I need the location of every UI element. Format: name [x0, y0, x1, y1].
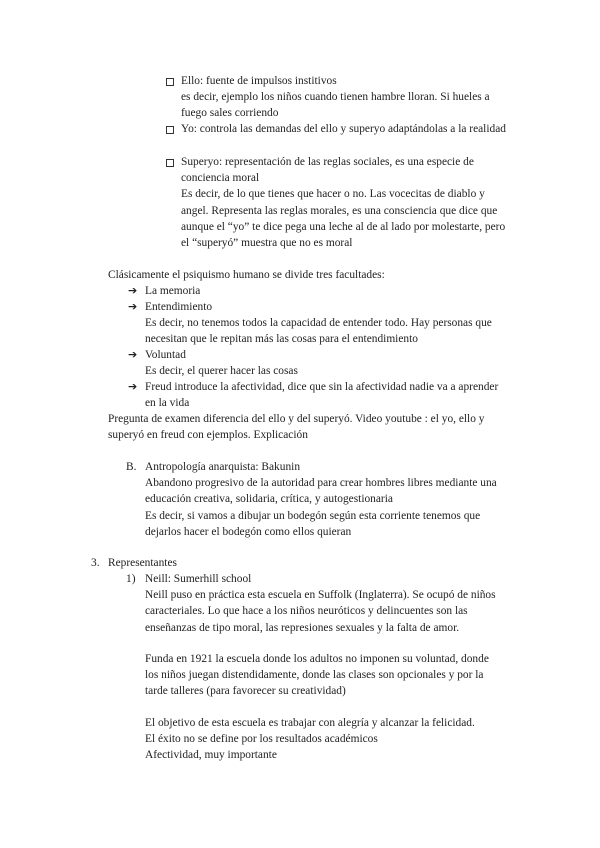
checkbox-icon	[166, 159, 174, 167]
text-line: Afectividad, muy importante	[145, 749, 277, 762]
text-line: superyó en freud con ejemplos. Explicación	[108, 429, 308, 442]
checkbox-icon	[166, 78, 174, 86]
text-line: Neill puso en práctica esta escuela en Suffolk (Inglaterra). Se ocupó de niños	[145, 589, 496, 602]
text-line: en la vida	[145, 397, 190, 410]
arrow-right-icon: ➔	[128, 300, 138, 313]
text-line: Es decir, no tenemos todos la capacidad de entender todo. Hay personas que	[145, 317, 492, 330]
section-b-marker: B.	[126, 461, 137, 473]
text-line: los niños juegan distendidamente, donde las clases son opcionales y por la	[145, 669, 484, 682]
text-line: El éxito no se define por los resultados académicos	[145, 733, 378, 746]
text-line: enseñanzas de tipo moral, las represiones sexuales y la falta de amor.	[145, 621, 460, 634]
list-item-ello	[181, 73, 490, 122]
text-line: Es decir, de lo que tienes que hacer o no. Las vocecitas de diablo y	[181, 188, 485, 201]
arrow-right-icon: ➔	[128, 284, 138, 297]
paragraph-funda	[145, 651, 489, 700]
text-line: Funda en 1921 la escuela donde los adultos no imponen su voluntad, donde	[145, 653, 489, 665]
paragraph-objetivo	[145, 715, 475, 764]
list-item-superyo	[181, 154, 505, 251]
section-b-title: Antropología anarquista: Bakunin	[145, 461, 301, 473]
faculty-voluntad	[145, 347, 298, 379]
text-line: Es decir, si vamos a dibujar un bodegón según esta corriente tenemos que	[145, 509, 481, 522]
text-line: necesitan que le repitan más las cosas para el entendimiento	[145, 333, 418, 346]
arrow-right-icon: ➔	[128, 348, 138, 361]
text-line: tarde talleres (para favorecer su creatividad)	[145, 685, 346, 698]
text-line: fuego sales corriendo	[181, 107, 279, 120]
text-line: es decir, ejemplo los niños cuando tienen hambre lloran. Si hueles a	[181, 91, 490, 104]
text-line: Yo: controla las demandas del ello y superyo adaptándolas a la realidad	[181, 123, 506, 135]
text-line: educación creativa, solidaria, crítica, y autogestionaria	[145, 493, 393, 506]
text-line: Abandono progresivo de la autoridad para crear hombres libres mediante una	[145, 477, 497, 490]
list-item-yo	[181, 121, 506, 137]
arrow-right-icon: ➔	[128, 380, 138, 393]
text-line: el “superyó” muestra que no es moral	[181, 237, 353, 250]
subsection-title: Neill: Sumerhill school	[145, 573, 252, 585]
text-line: Entendimiento	[145, 301, 213, 313]
text-line: conciencia moral	[181, 172, 260, 185]
faculty-entendimiento	[145, 299, 492, 348]
faculty-memoria	[145, 283, 200, 299]
subsection-1-content	[145, 571, 496, 636]
text-line: Ello: fuente de impulsos institivos	[181, 75, 337, 87]
text-line: dejarlos hacer el bodegón como ellos quieran	[145, 525, 352, 538]
text-line: El objetivo de esta escuela es trabajar con alegría y alcanzar la felicidad.	[145, 717, 475, 729]
checkbox-icon	[166, 126, 174, 134]
exam-note	[108, 411, 484, 443]
section-3-marker: 3.	[91, 557, 100, 569]
text-line: Es decir, el querer hacer las cosas	[145, 365, 298, 378]
section-3-title: Representantes	[108, 557, 177, 569]
faculty-afectividad	[145, 379, 498, 411]
section-b-content	[145, 459, 497, 540]
text-line: caracteriales. Lo que hace a los niños neuróticos y delincuentes son las	[145, 605, 468, 618]
text-line: Superyo: representación de las reglas sociales, es una especie de	[181, 156, 474, 168]
faculties-intro: Clásicamente el psiquismo humano se divide tres facultades:	[108, 269, 385, 281]
text-line: Voluntad	[145, 349, 186, 361]
text-line: aunque el “yo” te dice pega una leche al de al lado por molestarte, pero	[181, 220, 506, 233]
subsection-1-marker: 1)	[126, 573, 136, 585]
text-line: Freud introduce la afectividad, dice que sin la afectividad nadie va a aprender	[145, 381, 499, 393]
text-line: La memoria	[145, 285, 201, 297]
text-line: angel. Representa las reglas morales, es una consciencia que dice que	[181, 204, 498, 217]
text-line: Pregunta de examen diferencia del ello y del superyó. Video youtube : el yo, ello y	[108, 413, 485, 425]
